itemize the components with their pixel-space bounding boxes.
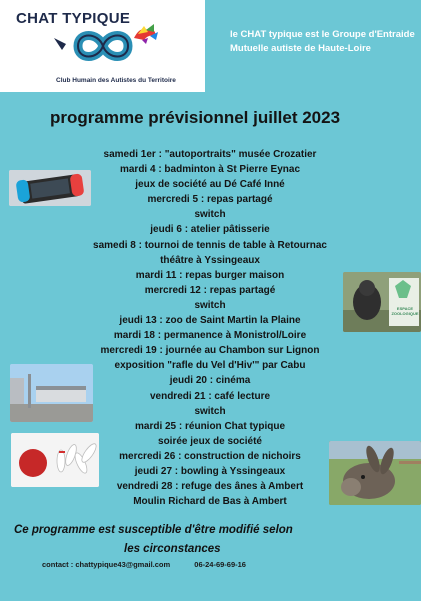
event-line: jeudi 20 : cinéma: [169, 375, 251, 387]
event-line: switch: [194, 209, 226, 221]
event-line: jeudi 6 : atelier pâtisserie: [150, 224, 270, 236]
disclaimer-note: [14, 521, 384, 559]
event-line: mardi 18 : permanence à Monistrol/Loire: [113, 330, 307, 342]
logo-subtitle: Club Humain des Autistes du Territoire: [56, 77, 176, 84]
contact-email: contact : chattypique43@gmail.com: [42, 560, 171, 569]
event-line: soirée jeux de société: [158, 435, 262, 447]
event-line: switch: [194, 299, 226, 311]
event-line: mercredi 26 : construction de nichoirs: [119, 450, 301, 462]
switch-console-photo: [9, 170, 91, 206]
event-line: mercredi 5 : repas partagé: [147, 194, 273, 206]
event-line: exposition "rafle du Vel d'Hiv'" par Cabu: [114, 360, 306, 372]
zoo-gorilla-photo: [343, 272, 421, 332]
event-line: mardi 25 : réunion Chat typique: [134, 420, 286, 432]
logo-title: CHAT TYPIQUE: [16, 10, 131, 27]
event-line: jeudi 13 : zoo de Saint Martin la Plaine: [119, 315, 301, 327]
event-line: mercredi 19 : journée au Chambon sur Lignon: [100, 345, 320, 357]
event-line: Moulin Richard de Bas à Ambert: [133, 496, 287, 508]
event-line: samedi 1er : "autoportraits" musée Crozatier: [103, 149, 317, 160]
event-list: [60, 147, 360, 509]
donkey-photo: [329, 441, 421, 505]
bowling-photo: [11, 433, 99, 487]
event-line: mardi 4 : badminton à St Pierre Eynac: [119, 164, 301, 176]
exhibition-building-photo: [10, 364, 93, 422]
infinity-cat-logo-icon: [48, 20, 158, 72]
logo: [0, 0, 205, 92]
intro-text: le CHAT typique est le Groupe d'Entraide Mutuelle autiste de Haute-Loire: [230, 29, 415, 54]
contact-phone: 06-24-69-69-16: [194, 560, 246, 569]
event-line: vendredi 21 : café lecture: [149, 390, 271, 402]
contact-info: [42, 560, 246, 569]
event-line: samedi 8 : tournoi de tennis de table à Retournac: [93, 239, 327, 251]
event-line: théâtre à Yssingeaux: [160, 254, 260, 266]
event-line: vendredi 28 : refuge des ânes à Ambert: [116, 481, 304, 493]
event-line: jeudi 27 : bowling à Yssingeaux: [134, 465, 286, 477]
event-line: mercredi 12 : repas partagé: [144, 284, 276, 296]
event-line: jeux de société au Dé Café Inné: [135, 179, 285, 191]
event-line: mardi 11 : repas burger maison: [135, 269, 285, 281]
page-title: programme prévisionnel juillet 2023: [50, 108, 341, 127]
zoo-sign-text: ESPACE ZOOLOGIQUE: [391, 306, 419, 316]
event-line: switch: [194, 405, 226, 417]
disclaimer-line-2: les circonstances: [124, 543, 221, 555]
disclaimer-line-1: Ce programme est susceptible d'être modifié selon: [14, 524, 293, 536]
